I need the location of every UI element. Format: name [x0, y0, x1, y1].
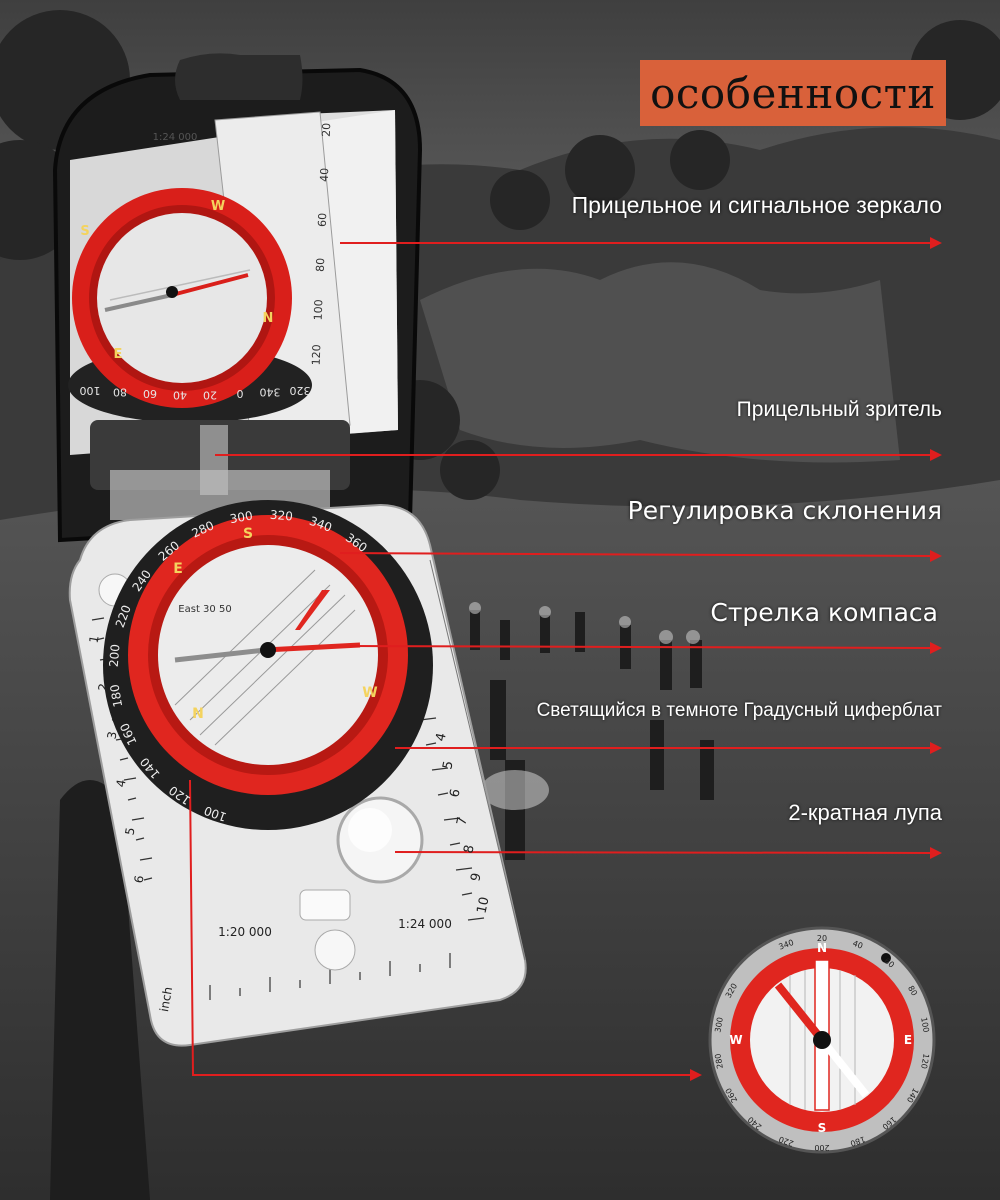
reflected-bezel-letter: E — [113, 347, 123, 362]
detail-dial-number: 240 — [746, 1114, 764, 1132]
detail-dial-number: 320 — [723, 981, 740, 1000]
reflected-bezel-letter: S — [80, 224, 90, 239]
degree-dial-number: 360 — [342, 530, 370, 556]
mirror-ruler-number: 40 — [317, 167, 332, 183]
detail-cardinal-letter: W — [729, 1033, 743, 1047]
baseplate-scale-left: 1:20 000 — [218, 925, 272, 939]
reflected-dial-number: 100 — [79, 383, 101, 397]
detail-dial-number: 200 — [814, 1143, 830, 1152]
ruler-number-left: 2 — [95, 682, 111, 693]
mirror-ruler-number: 60 — [315, 212, 330, 228]
ruler-number-right: 7 — [454, 815, 471, 827]
detail-dial-number: 80 — [906, 984, 919, 998]
degree-dial-number: 120 — [166, 782, 194, 808]
degree-dial-number: 200 — [106, 643, 123, 668]
detail-dial-number: 140 — [904, 1086, 921, 1105]
feature-label-glow-dial: Светящийся в темноте Градусный циферблат — [536, 700, 942, 721]
detail-dial-number: 300 — [713, 1016, 725, 1034]
ruler-number-right: 8 — [461, 843, 478, 855]
bezel-letter: E — [173, 561, 183, 577]
detail-dial-number: 220 — [777, 1134, 795, 1149]
mirror-ruler-number: 80 — [313, 257, 328, 273]
ruler-number-left: 1 — [86, 634, 102, 645]
reflected-bezel-letter: N — [262, 311, 274, 326]
detail-dial-number: 40 — [851, 938, 865, 951]
feature-label-needle: Стрелка компаса — [710, 598, 938, 627]
reflected-bezel-letter: W — [210, 199, 226, 214]
detail-dial-number: 100 — [919, 1016, 931, 1034]
bezel-letter: W — [362, 685, 378, 701]
detail-dial-number: 20 — [816, 934, 828, 943]
reflected-dial-number: 320 — [289, 383, 311, 397]
detail-dial-number: 160 — [880, 1114, 898, 1132]
feature-label-sighting-notch: Прицельный зритель — [736, 398, 942, 421]
ruler-inch-label: inch — [156, 985, 176, 1013]
baseplate-scale-right: 1:24 000 — [398, 917, 452, 931]
degree-dial-number: 180 — [107, 683, 126, 709]
degree-dial-number: 100 — [202, 803, 229, 825]
ruler-number-left: 5 — [122, 826, 138, 837]
ruler-number-left: 3 — [104, 730, 120, 741]
degree-dial-number: 240 — [129, 567, 155, 595]
declination-scale-text: East 30 50 — [178, 604, 232, 615]
bezel-letter: N — [192, 706, 204, 722]
degree-dial-number: 300 — [228, 508, 254, 527]
degree-dial-number: 260 — [155, 538, 183, 564]
detail-cardinal-letter: E — [903, 1033, 913, 1047]
detail-dial-number: 280 — [713, 1052, 725, 1070]
ruler-number-right: 9 — [468, 871, 485, 883]
reflected-dial-number: 0 — [236, 386, 244, 400]
detail-dial-number: 120 — [919, 1052, 931, 1070]
detail-dial-number: 60 — [882, 956, 896, 970]
reflected-dial-number: 340 — [259, 385, 281, 399]
degree-dial-number: 320 — [269, 507, 294, 524]
ruler-number-right: 4 — [433, 731, 450, 743]
detail-cardinal-letter: N — [816, 941, 828, 955]
feature-label-sighting-mirror: Прицельное и сигнальное зеркало — [571, 192, 942, 218]
feature-label-magnifier: 2-кратная лупа — [788, 800, 942, 825]
mirror-ruler-number: 120 — [309, 344, 324, 366]
mirror-ruler-number: 20 — [319, 122, 334, 138]
reflected-dial-number: 60 — [143, 386, 157, 400]
mirror-scale-text: 1:24 000 — [152, 132, 198, 143]
degree-dial-number: 340 — [307, 513, 334, 535]
detail-dial-number: 340 — [777, 937, 795, 952]
ruler-number-right: 10 — [474, 895, 493, 915]
degree-dial-number: 160 — [117, 720, 140, 748]
feature-label-declination: Регулировка склонения — [627, 496, 942, 525]
ruler-number-right: 5 — [440, 759, 457, 771]
heading-text: особенности — [650, 68, 936, 118]
detail-dial-number: 180 — [849, 1134, 867, 1149]
ruler-number-right: 6 — [447, 787, 464, 799]
degree-dial-number: 140 — [137, 754, 163, 782]
degree-dial-number: 280 — [189, 518, 217, 541]
degree-dial-number: 220 — [112, 603, 134, 630]
mirror-ruler-number: 100 — [311, 299, 326, 321]
detail-dial-number: 260 — [723, 1086, 740, 1105]
ruler-number-left: 6 — [131, 874, 147, 885]
reflected-dial-number: 80 — [113, 385, 127, 399]
ruler-number-left: 4 — [113, 778, 129, 789]
reflected-dial-number: 40 — [173, 388, 187, 402]
bezel-letter: S — [242, 526, 254, 542]
reflected-dial-number: 20 — [203, 388, 217, 402]
detail-cardinal-letter: S — [817, 1121, 827, 1135]
heading-box — [640, 60, 946, 126]
